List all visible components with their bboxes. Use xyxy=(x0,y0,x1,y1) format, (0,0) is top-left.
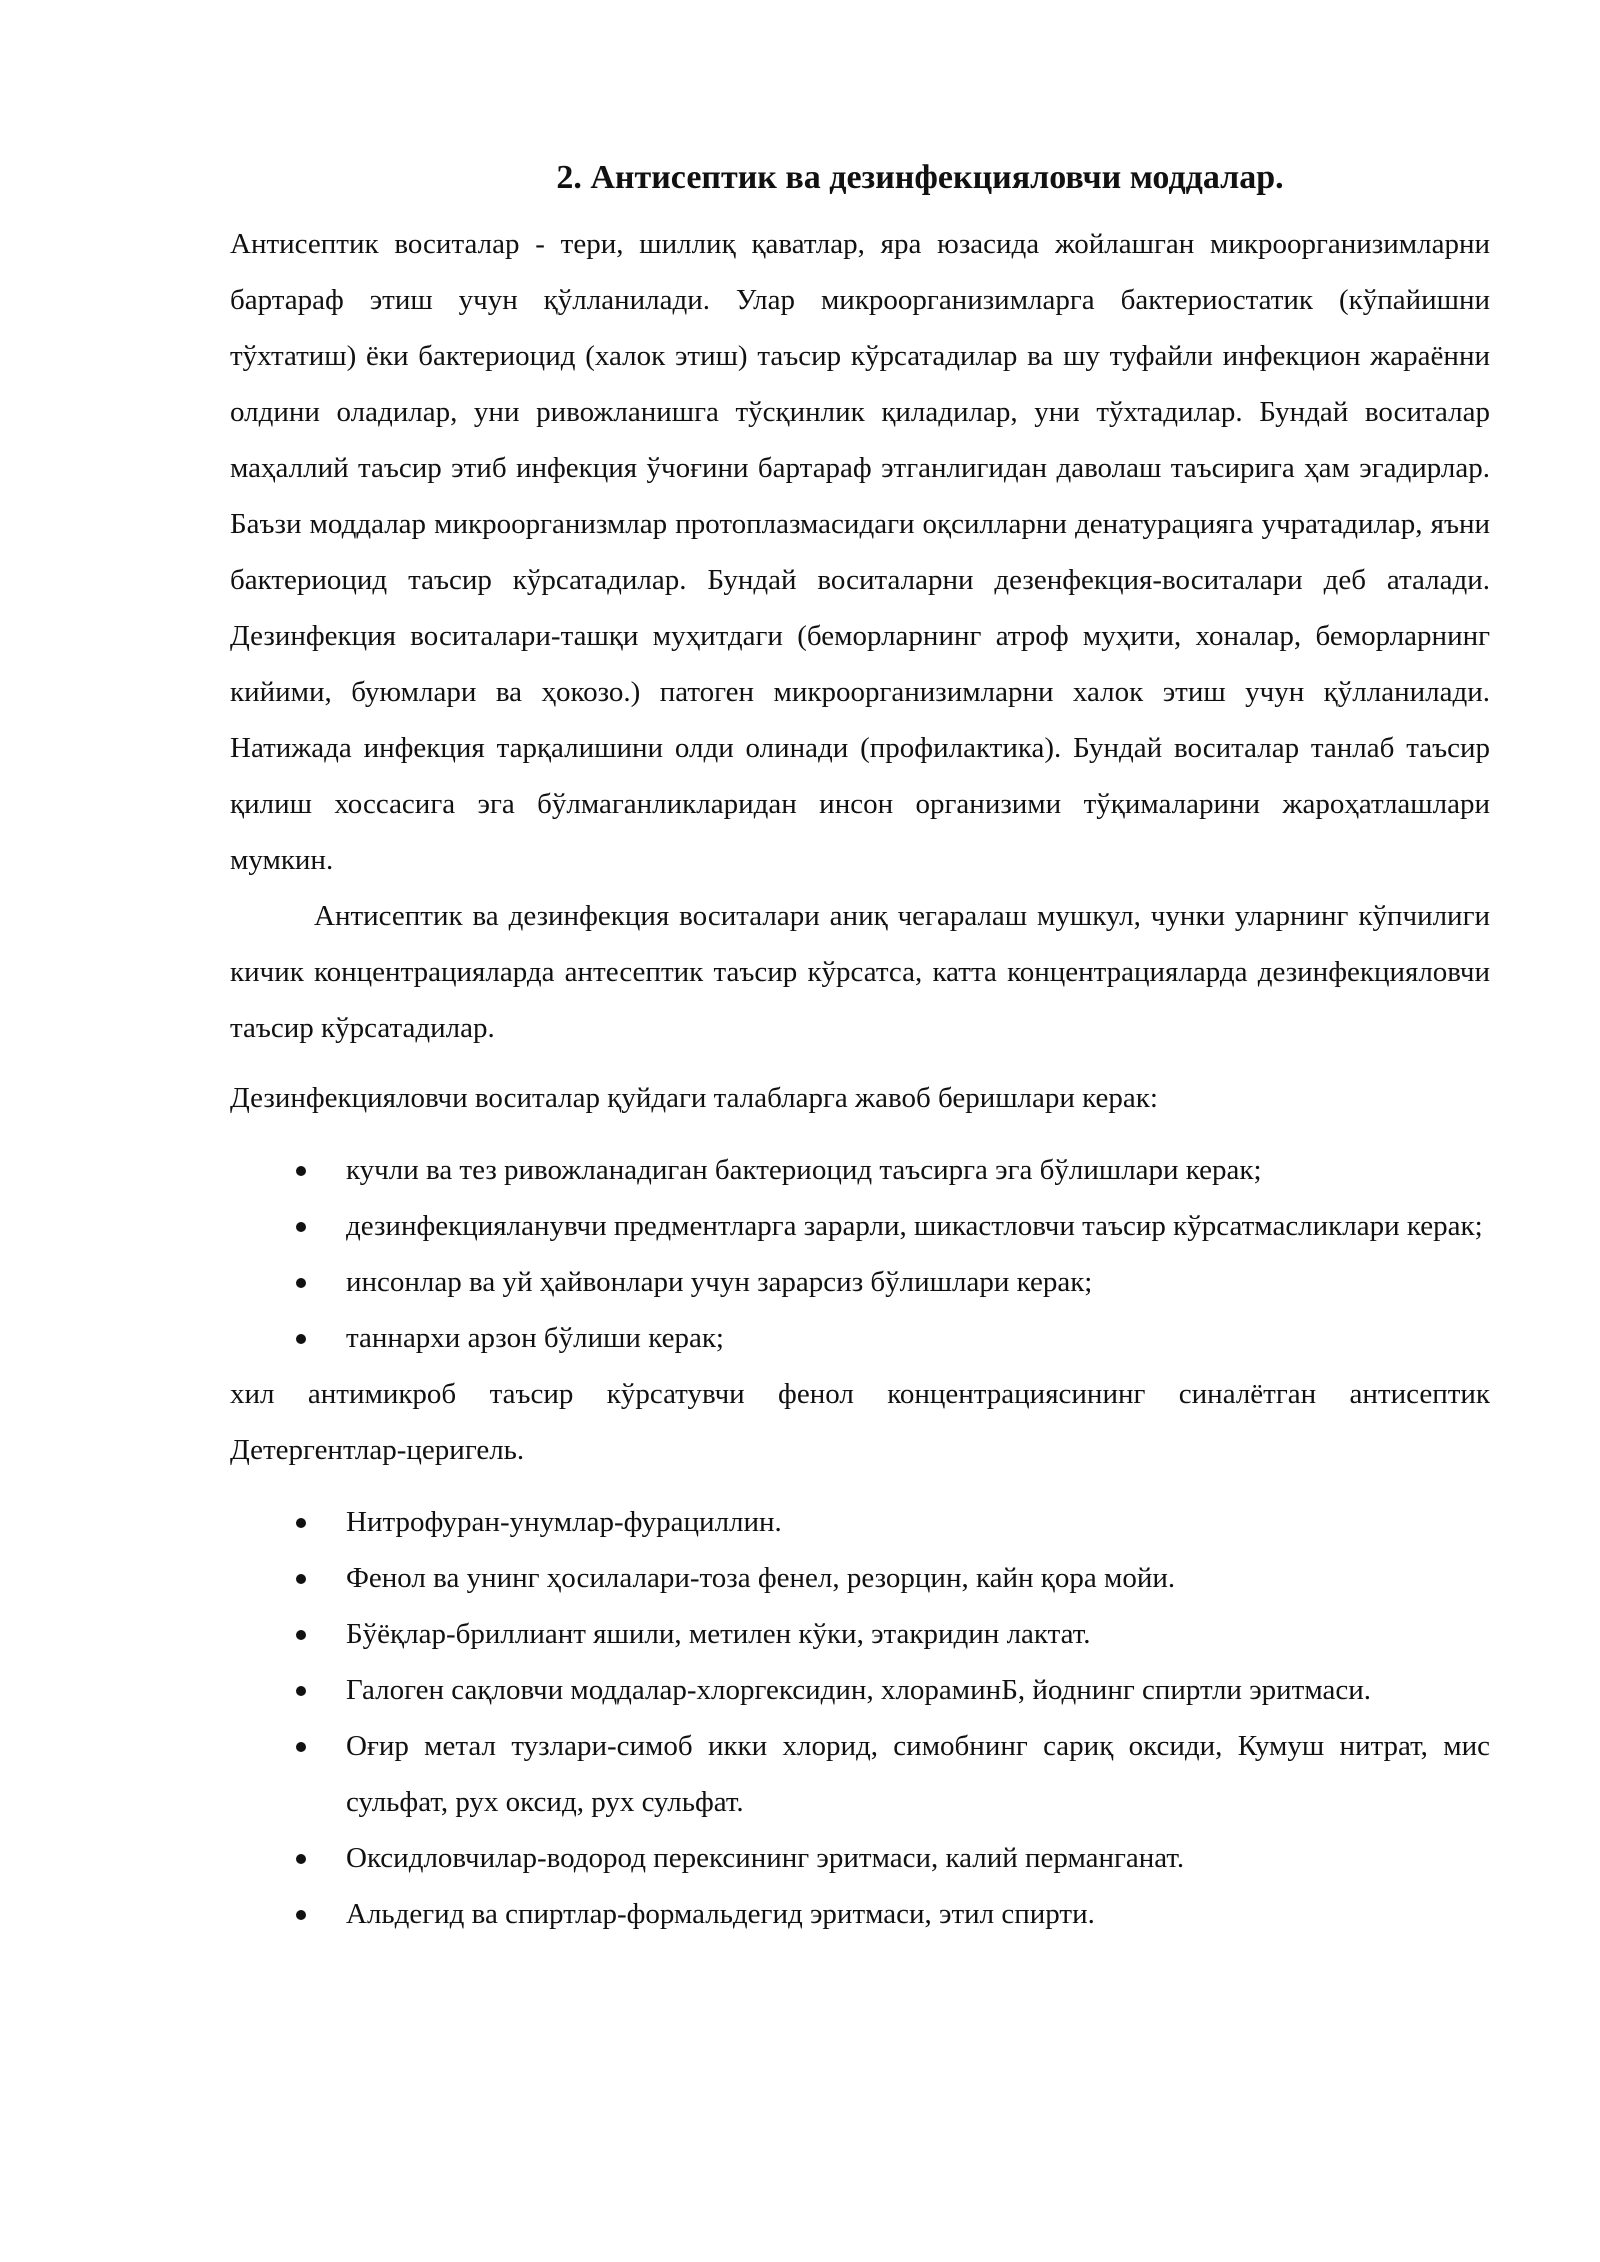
bullet-icon xyxy=(296,1278,306,1288)
list-item-text: Бўёқлар-бриллиант яшили, метилен кўки, этакридин лактат. xyxy=(346,1618,1091,1650)
bullet-icon xyxy=(296,1334,306,1344)
groups-list xyxy=(230,1494,1490,1942)
bullet-icon xyxy=(296,1166,306,1176)
bullet-icon xyxy=(296,1222,306,1232)
paragraph-requirements-intro: Дезинфекцияловчи воситалар қуйдаги талабларга жавоб беришлари керак: xyxy=(230,1082,1158,1114)
bullet-icon xyxy=(296,1686,306,1696)
list-item xyxy=(346,1606,1490,1662)
list-item-text: дезинфекцияланувчи предментларга зарарли, шикастловчи таъсир кўрсатмасликлари керак; xyxy=(346,1210,1483,1242)
bullet-icon xyxy=(296,1574,306,1584)
list-item-text: Оксидловчилар-водород перексининг эритмаси, калий перманганат. xyxy=(346,1842,1185,1874)
list-item xyxy=(346,1830,1490,1886)
bullet-icon xyxy=(296,1910,306,1920)
document-page xyxy=(230,150,1490,1942)
list-item xyxy=(346,1310,1490,1366)
paragraph-antiseptics: Антисептик воситалар - тери, шиллиқ қаватлар, яра юзасида жойлашган микроорганизимларни бартараф этиш учун қўлланилади. Улар микроорганизимларга бактериостатик (кўпайишни тўхтатиш) ёки бактериоцид (халок этиш) таъсир кўрсатадилар ва шу туфайли инфекцион жараённи олдини оладилар, уни ривожланишга тўсқинлик қиладилар, уни тўхтадилар. Бундай воситалар маҳаллий таъсир этиб инфекция ўчоғини бартараф этганлигидан даволаш таъсирига ҳам эгадирлар. Баъзи моддалар микроорганизмлар протоплазмасидаги оқсилларни денатурацияга учратадилар, яъни бактериоцид таъсир кўрсатадилар. Бундай воситаларни дезенфекция-воситалари деб аталади. Дезинфекция воситалари-ташқи муҳитдаги (беморларнинг атроф муҳити, хоналар, беморларнинг кийими, буюмлари ва ҳокозо.) патоген микроорганизимларни халок этиш учун қўлланилади. Натижада инфекция тарқалишини олди олинади (профилактика). Бундай воситалар танлаб таъсир қилиш хоссасига эга бўлмаганликларидан инсон организими тўқималарини жароҳатлашлари мумкин. xyxy=(230,228,1490,876)
list-item-text: Альдегид ва спиртлар-формальдегид эритмаси, этил спирти. xyxy=(346,1898,1095,1930)
bullet-icon xyxy=(296,1742,306,1752)
list-item-text: Оғир метал тузлари-симоб икки хлорид, симобнинг сариқ оксиди, Кумуш нитрат, мис сульфат, рух оксид, рух сульфат. xyxy=(346,1730,1490,1818)
list-item xyxy=(346,1718,1490,1830)
list-item xyxy=(346,1494,1490,1550)
list-item-text: Фенол ва унинг ҳосилалари-тоза фенел, резорцин, кайн қора мойи. xyxy=(346,1562,1176,1594)
list-item xyxy=(346,1142,1490,1198)
list-item-text: Галоген сақловчи моддалар-хлоргексидин, хлораминБ, йоднинг спиртли эритмаси. xyxy=(346,1674,1372,1706)
list-item-text: кучли ва тез ривожланадиган бактериоцид таъсирга эга бўлишлари керак; xyxy=(346,1154,1262,1186)
list-item xyxy=(346,1886,1490,1942)
paragraph-middle: хил антимикроб таъсир кўрсатувчи фенол концентрациясининг синалётган антисептик Детергентлар-церигель. xyxy=(230,1378,1490,1466)
section-title: 2. Антисептик ва дезинфекцияловчи моддалар. xyxy=(556,159,1284,196)
paragraph-distinction: Антисептик ва дезинфекция воситалари аниқ чегаралаш мушкул, чунки уларнинг кўпчилиги кичик концентрацияларда антесептик таъсир кўрсатса, катта концентрацияларда дезинфекцияловчи таъсир кўрсатадилар. xyxy=(230,900,1490,1044)
bullet-icon xyxy=(296,1630,306,1640)
bullet-icon xyxy=(296,1518,306,1528)
list-item xyxy=(346,1254,1490,1310)
bullet-icon xyxy=(296,1854,306,1864)
requirements-list xyxy=(230,1142,1490,1366)
list-item-text: инсонлар ва уй ҳайвонлари учун зарарсиз бўлишлари керак; xyxy=(346,1266,1093,1298)
list-item xyxy=(346,1198,1490,1254)
list-item xyxy=(346,1662,1490,1718)
list-item-text: таннархи арзон бўлиши керак; xyxy=(346,1322,724,1354)
list-item xyxy=(346,1550,1490,1606)
list-item-text: Нитрофуран-унумлар-фурациллин. xyxy=(346,1506,782,1538)
